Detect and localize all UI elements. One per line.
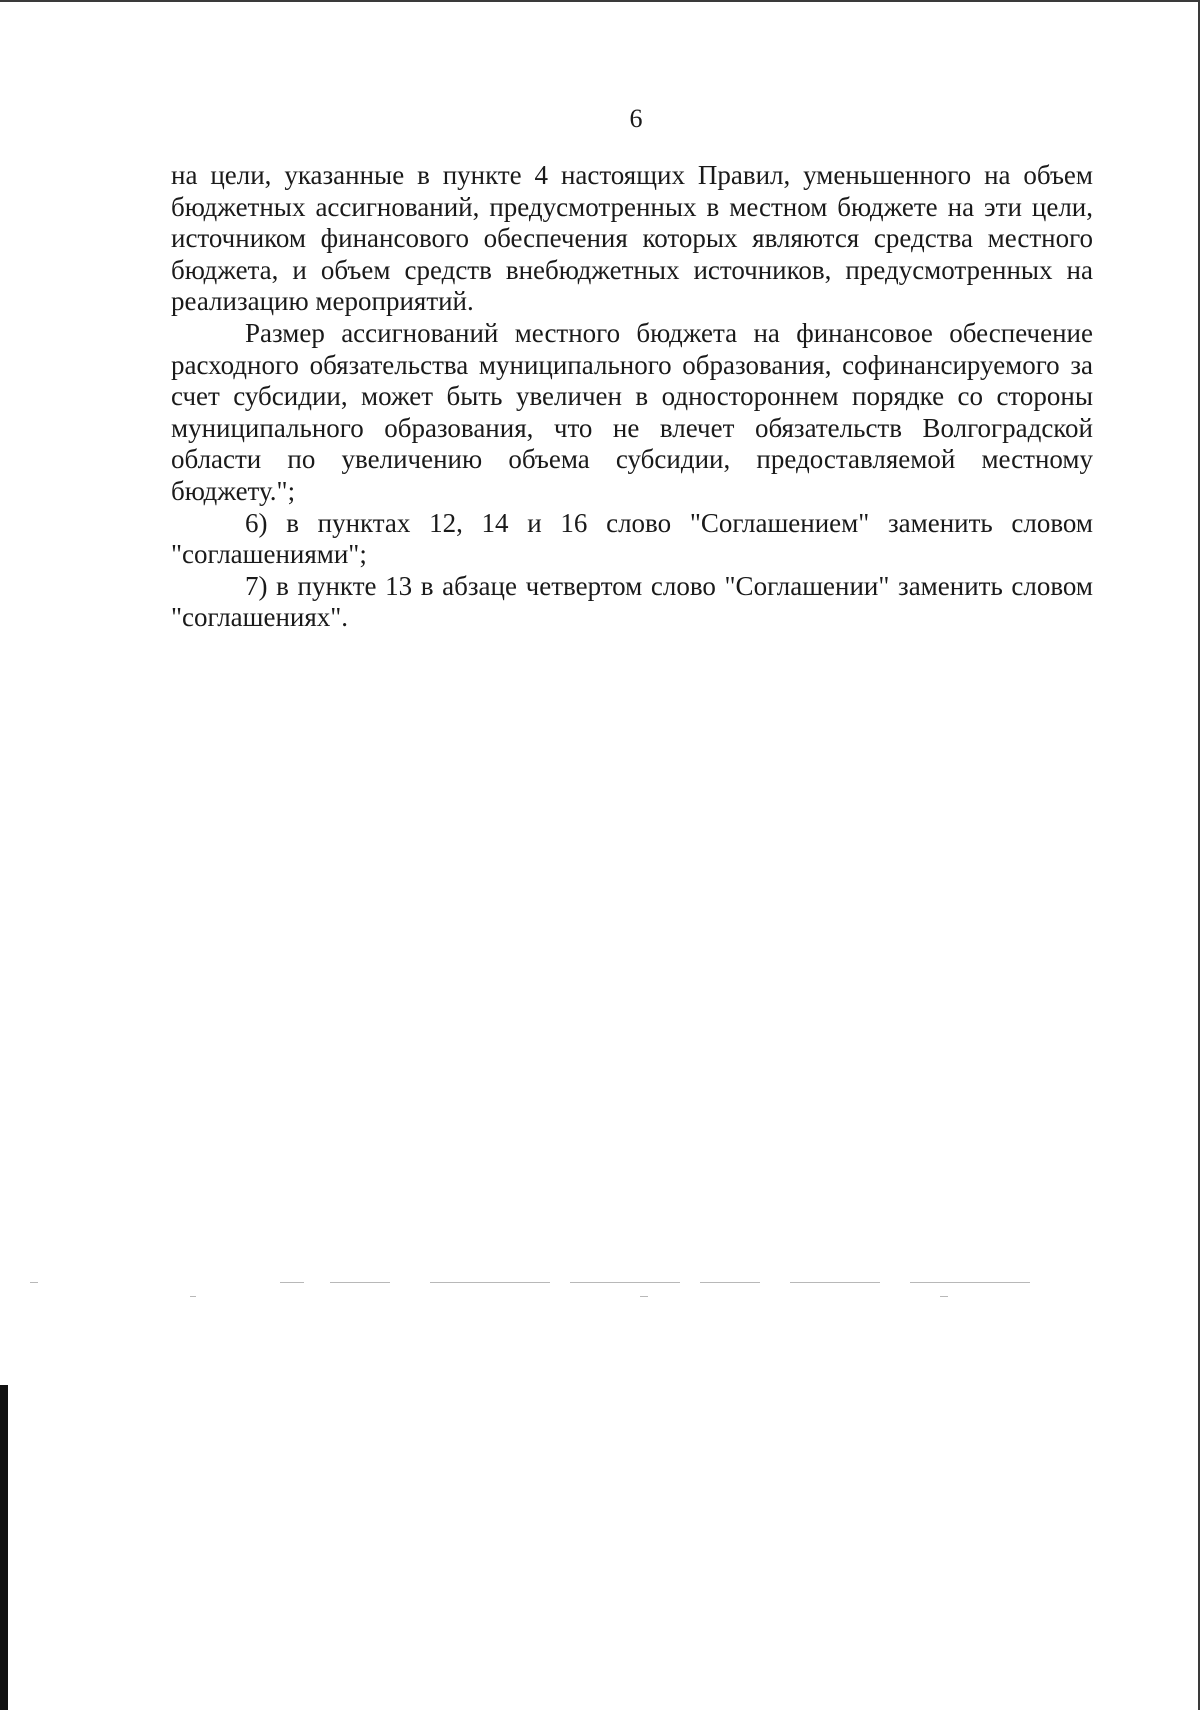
paragraph-2: Размер ассигнований местного бюджета на финансовое обеспечение расходного обязательства муниципального образования, софинансируемого за счет субсидии, может быть увеличен в одностороннем порядке со стороны муниципального образования, что не влечет обязательств Волгоградской области по увеличению объема субсидии, предоставляемой местному бюджету."; (171, 317, 1093, 506)
scan-edge-left (0, 1385, 8, 1710)
scan-edge-top (0, 0, 1200, 2)
page-number: 6 (629, 104, 643, 133)
paragraph-4: 7) в пункте 13 в абзаце четвертом слово "Соглашении" заменить словом "соглашениях". (171, 570, 1093, 633)
scan-noise-line (30, 1282, 1070, 1302)
paragraph-3: 6) в пунктах 12, 14 и 16 слово "Соглашением" заменить словом "соглашениями"; (171, 507, 1093, 570)
paragraph-1: на цели, указанные в пункте 4 настоящих Правил, уменьшенного на объем бюджетных ассигнований, предусмотренных в местном бюджете на эти цели, источником финансового обеспечения которых являются средства местного бюджета, и объем средств внебюджетных источников, предусмотренных на реализацию мероприятий. (171, 160, 1093, 317)
document-body (171, 160, 1093, 634)
